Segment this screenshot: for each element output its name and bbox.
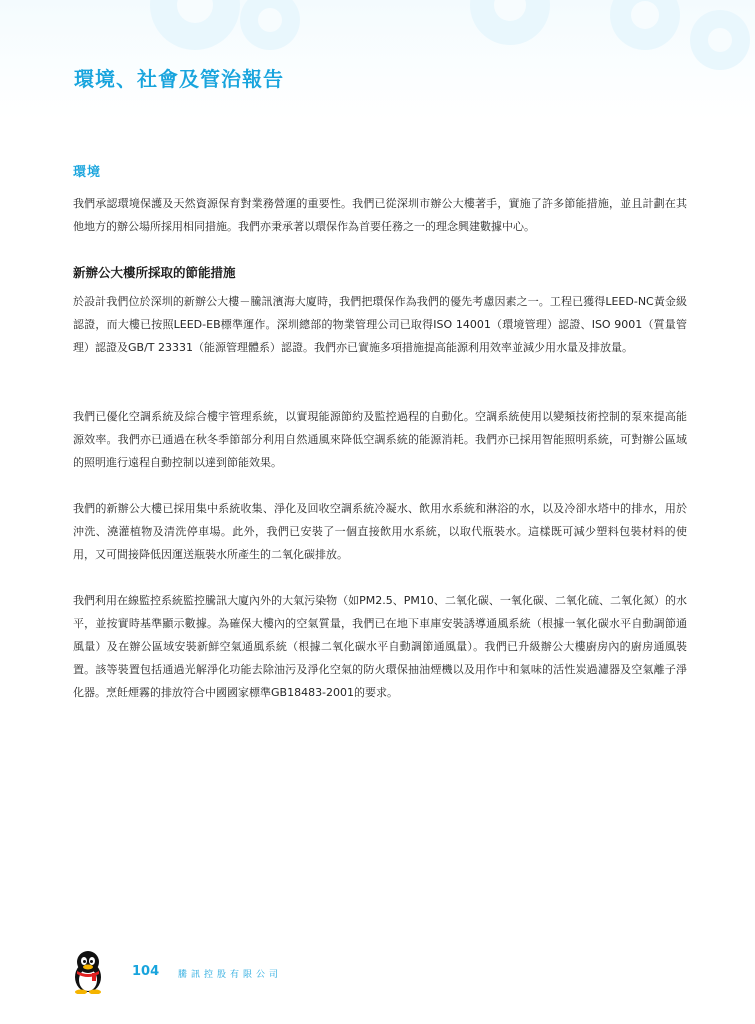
body-paragraph: 我們利用在線監控系統監控騰訊大廈內外的大氣污染物（如PM2.5、PM10、二氧化碳、一氧化碳、二氧化硫、二氧化氮）的水平，並按實時基準顯示數據。為確保大樓內的空氣質量，我們已在地下車庫安裝誘導通風系統（根據一氧化碳水平自動調節通風量）及在辦公區域安裝新鮮空氣通風系統（根據二氧化碳水平自動調節通風量）。我們已升級辦公大樓廚房內的廚房通風裝置。該等裝置包括通過光解淨化功能去除油污及淨化空氣的防火環保抽油煙機以及用作中和氣味的活性炭過濾器及空氣離子淨化器。烹飪煙霧的排放符合中國國家標準GB18483-2001的要求。 <box>73 594 687 699</box>
subsection-heading: 新辦公大樓所採取的節能措施 <box>73 265 236 280</box>
body-paragraph: 我們已優化空調系統及綜合樓宇管理系統，以實現能源節約及監控過程的自動化。空調系統使用以變頻技術控制的泵來提高能源效率。我們亦已通過在秋冬季節部分利用自然通風來降低空調系統的能源消耗。我們亦已採用智能照明系統，可對辦公區域的照明進行遠程自動控制以達到節能效果。 <box>73 410 687 469</box>
page-title: 環境、社會及管治報告 <box>74 67 284 91</box>
company-name: 騰訊控股有限公司 <box>178 970 283 980</box>
page-number: 104 <box>132 964 160 979</box>
body-paragraph: 我們的新辦公大樓已採用集中系統收集、淨化及回收空調系統冷凝水、飲用水系統和淋浴的水，以及冷卻水塔中的排水，用於沖洗、澆灌植物及清洗停車場。此外，我們已安裝了一個直接飲用水系統，以取代瓶裝水。這樣既可減少塑料包裝材料的使用，又可間接降低因運送瓶裝水所產生的二氧化碳排放。 <box>73 502 687 561</box>
intro-paragraph: 我們承認環境保護及天然資源保育對業務營運的重要性。我們已從深圳市辦公大樓著手，實施了許多節能措施，並且計劃在其他地方的辦公場所採用相同措施。我們亦秉承著以環保作為首要任務之一的理念興建數據中心。 <box>73 197 687 233</box>
page-footer <box>70 950 370 994</box>
header-decoration <box>0 0 755 120</box>
section-title: 環境 <box>73 165 102 180</box>
body-paragraph: 於設計我們位於深圳的新辦公大樓－騰訊濱海大廈時，我們把環保作為我們的優先考慮因素之一。工程已獲得LEED-NC黃金級認證，而大樓已按照LEED-EB標準運作。深圳總部的物業管理公司已取得ISO 14001（環境管理）認證、ISO 9001（質量管理）認證及GB/T 23331（能源管理體系）認證。我們亦已實施多項措施提高能源利用效率並減少用水量及排放量。 <box>73 295 687 354</box>
qq-penguin-icon <box>70 950 106 994</box>
